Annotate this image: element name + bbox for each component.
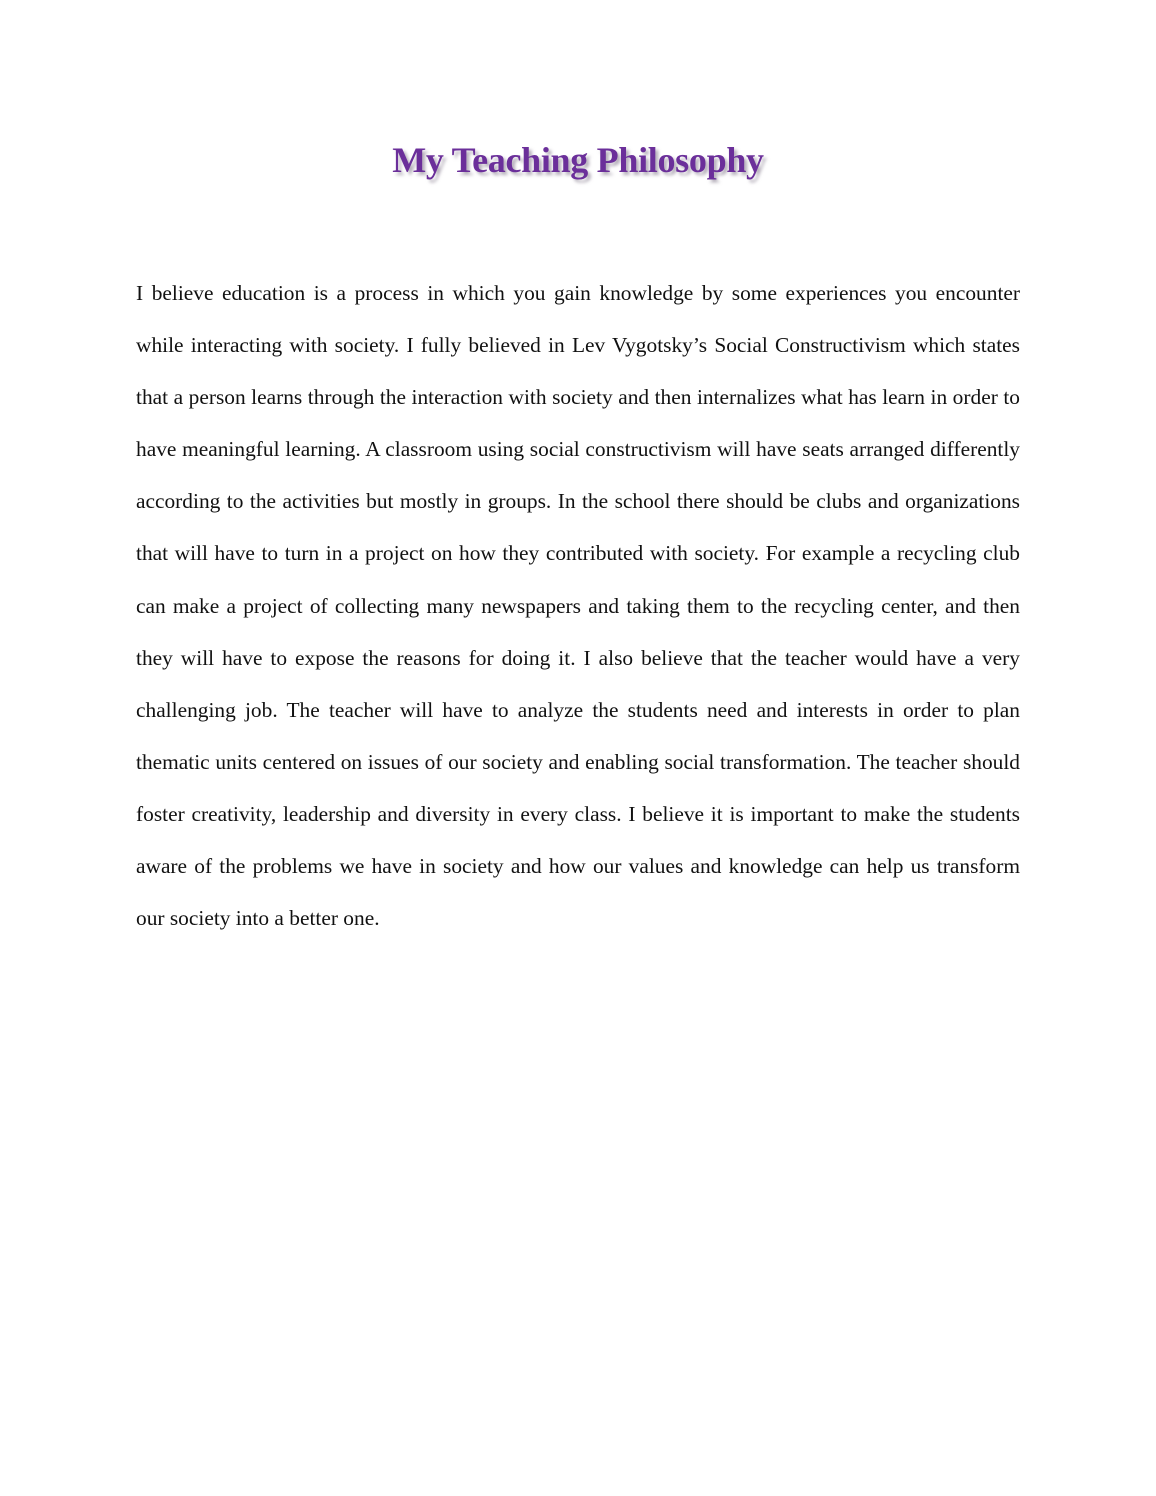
page-title: My Teaching Philosophy [392, 140, 764, 180]
body-paragraph: I believe education is a process in which you gain knowledge by some experiences you encounter while interacting with society. I fully believed in Lev Vygotsky’s Social Constructivism which states that a person learns through the interaction with society and then internalizes what has learn in order to have meaningful learning. A classroom using social constructivism will have seats arranged differently according to the activities but mostly in groups. In the school there should be clubs and organizations that will have to turn in a project on how they contributed with society. For example a recycling club can make a project of collecting many newspapers and taking them to the recycling center, and then they will have to expose the reasons for doing it. I also believe that the teacher would have a very challenging job. The teacher will have to analyze the students need and interests in order to plan thematic units centered on issues of our society and enabling social transformation. The teacher should foster creativity, leadership and diversity in every class. I believe it is important to make the students aware of the problems we have in society and how our values and knowledge can help us transform our society into a better one. [136, 281, 1020, 931]
